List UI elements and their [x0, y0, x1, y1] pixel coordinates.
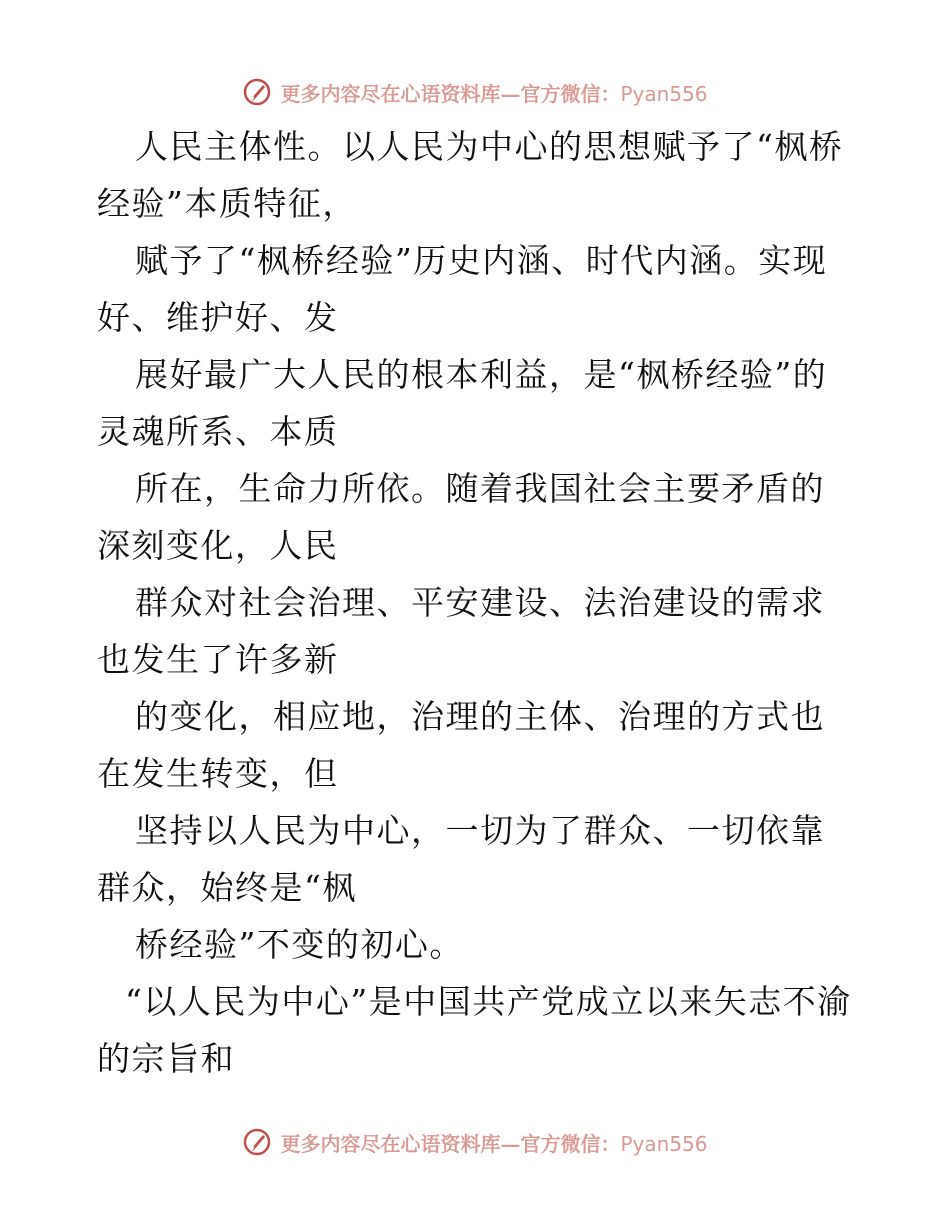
- paragraph: 展好最广大人民的根本利益，是“枫桥经验”的灵魂所系、本质: [97, 355, 828, 451]
- paragraph: 赋予了“枫桥经验”历史内涵、时代内涵。实现好、维护好、发: [97, 241, 828, 337]
- paragraph: 人民主体性。以人民为中心的思想赋予了“枫桥经验”本质特征，: [97, 127, 844, 223]
- quill-logo-icon: [242, 1127, 272, 1157]
- banner-wechat-id: Pyan556: [620, 1131, 708, 1156]
- paragraph: “以人民为中心”是中国共产党成立以来矢志不渝的宗旨和: [97, 982, 852, 1078]
- paragraph: 桥经验”不变的初心。: [135, 925, 464, 964]
- paragraph: 坚持以人民为中心，一切为了群众、一切依靠群众，始终是“枫: [97, 811, 825, 907]
- document-body: [97, 118, 857, 1087]
- banner-wechat-id: Pyan556: [620, 81, 708, 106]
- footer-banner: [0, 1122, 950, 1162]
- banner-text: 更多内容尽在心语资料库—官方微信：Pyan556: [280, 1131, 708, 1156]
- header-banner: [0, 72, 950, 112]
- paragraph: 所在，生命力所依。随着我国社会主要矛盾的深刻变化，人民: [97, 469, 825, 565]
- paragraph: 的变化，相应地，治理的主体、治理的方式也在发生转变，但: [97, 697, 825, 793]
- quill-logo-icon: [242, 77, 272, 107]
- paragraph: 群众对社会治理、平安建设、法治建设的需求也发生了许多新: [97, 583, 825, 679]
- banner-text: 更多内容尽在心语资料库—官方微信：Pyan556: [280, 81, 708, 106]
